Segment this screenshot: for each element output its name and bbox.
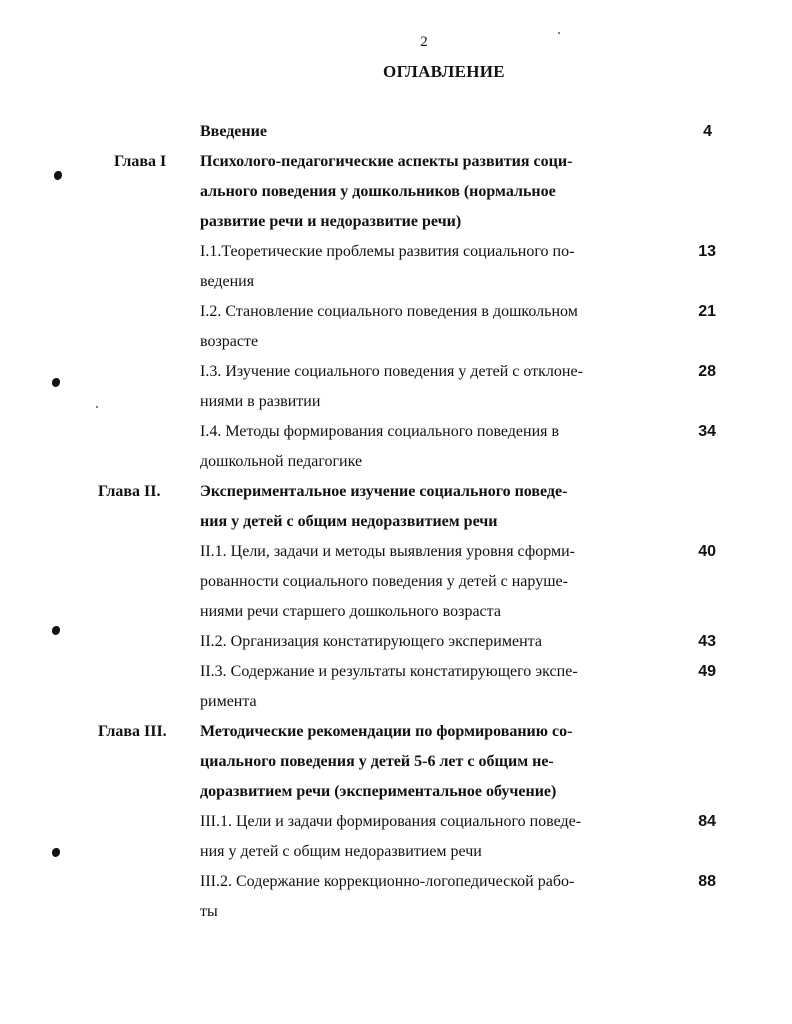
binder-hole-mark bbox=[54, 171, 62, 180]
toc-title: ОГЛАВЛЕНИЕ bbox=[383, 62, 505, 81]
binder-hole-mark bbox=[52, 848, 60, 857]
chapter-label-2: Глава II. bbox=[98, 483, 161, 500]
chapter-label-1: Глава I bbox=[114, 153, 167, 170]
section-page: 28 bbox=[698, 363, 716, 380]
chapter-title-line: циального поведения у детей 5-6 лет с общим не- bbox=[200, 753, 554, 770]
binder-hole-mark bbox=[52, 626, 60, 635]
section-line: III.1. Цели и задачи формирования социального поведе- bbox=[200, 813, 582, 830]
section-line: II.1. Цели, задачи и методы выявления уровня сформи- bbox=[200, 543, 575, 560]
section-page: 13 bbox=[698, 243, 716, 260]
chapter-title-line: ния у детей с общим недоразвитием речи bbox=[200, 513, 498, 530]
toc-entry-intro: Введение bbox=[200, 123, 267, 140]
section-line: II.3. Содержание и результаты констатирующего экспе- bbox=[200, 663, 578, 680]
section-line: I.3. Изучение социального поведения у детей с отклоне- bbox=[200, 363, 583, 380]
section-page: 40 bbox=[698, 543, 716, 560]
section-page: 34 bbox=[698, 423, 716, 440]
section-line: ниями в развитии bbox=[200, 393, 321, 410]
chapter-title-line: развитие речи и недоразвитие речи) bbox=[200, 213, 462, 230]
toc-page-intro: 4 bbox=[703, 123, 712, 140]
chapter-title-line: доразвитием речи (экспериментальное обучение) bbox=[200, 783, 557, 800]
section-page: 84 bbox=[698, 813, 716, 830]
section-line: ния у детей с общим недоразвитием речи bbox=[200, 843, 482, 860]
section-line: III.2. Содержание коррекционно-логопедической рабо- bbox=[200, 873, 575, 890]
chapter-title-line: Экспериментальное изучение социального поведе- bbox=[200, 483, 568, 500]
section-line: рованности социального поведения у детей с наруше- bbox=[200, 573, 568, 590]
section-line: ты bbox=[200, 903, 218, 920]
section-line: I.4. Методы формирования социального поведения в bbox=[200, 423, 560, 440]
chapter-title-line: Методические рекомендации по формированию со- bbox=[200, 723, 573, 740]
chapter-title-line: Психолого-педагогические аспекты развития соци- bbox=[200, 153, 573, 170]
section-line: дошкольной педагогике bbox=[200, 453, 363, 470]
section-line: I.1.Теоретические проблемы развития социального по- bbox=[200, 243, 575, 260]
section-page: 49 bbox=[698, 663, 716, 680]
section-page: 88 bbox=[698, 873, 716, 890]
binder-hole-mark bbox=[52, 378, 60, 387]
section-line: римента bbox=[200, 693, 257, 710]
scan-speck bbox=[96, 406, 98, 408]
chapter-title-line: ального поведения у дошкольников (нормальное bbox=[200, 183, 556, 200]
section-line: ниями речи старшего дошкольного возраста bbox=[200, 603, 501, 620]
section-page: 21 bbox=[698, 303, 716, 320]
section-page: 43 bbox=[698, 633, 716, 650]
section-line: возрасте bbox=[200, 333, 259, 350]
page-number: 2 bbox=[420, 34, 428, 50]
section-line: ведения bbox=[200, 273, 255, 290]
section-line: I.2. Становление социального поведения в дошкольном bbox=[200, 303, 578, 320]
chapter-label-3: Глава III. bbox=[98, 723, 167, 740]
scan-speck bbox=[558, 32, 560, 34]
section-line: II.2. Организация констатирующего эксперимента bbox=[200, 633, 542, 650]
